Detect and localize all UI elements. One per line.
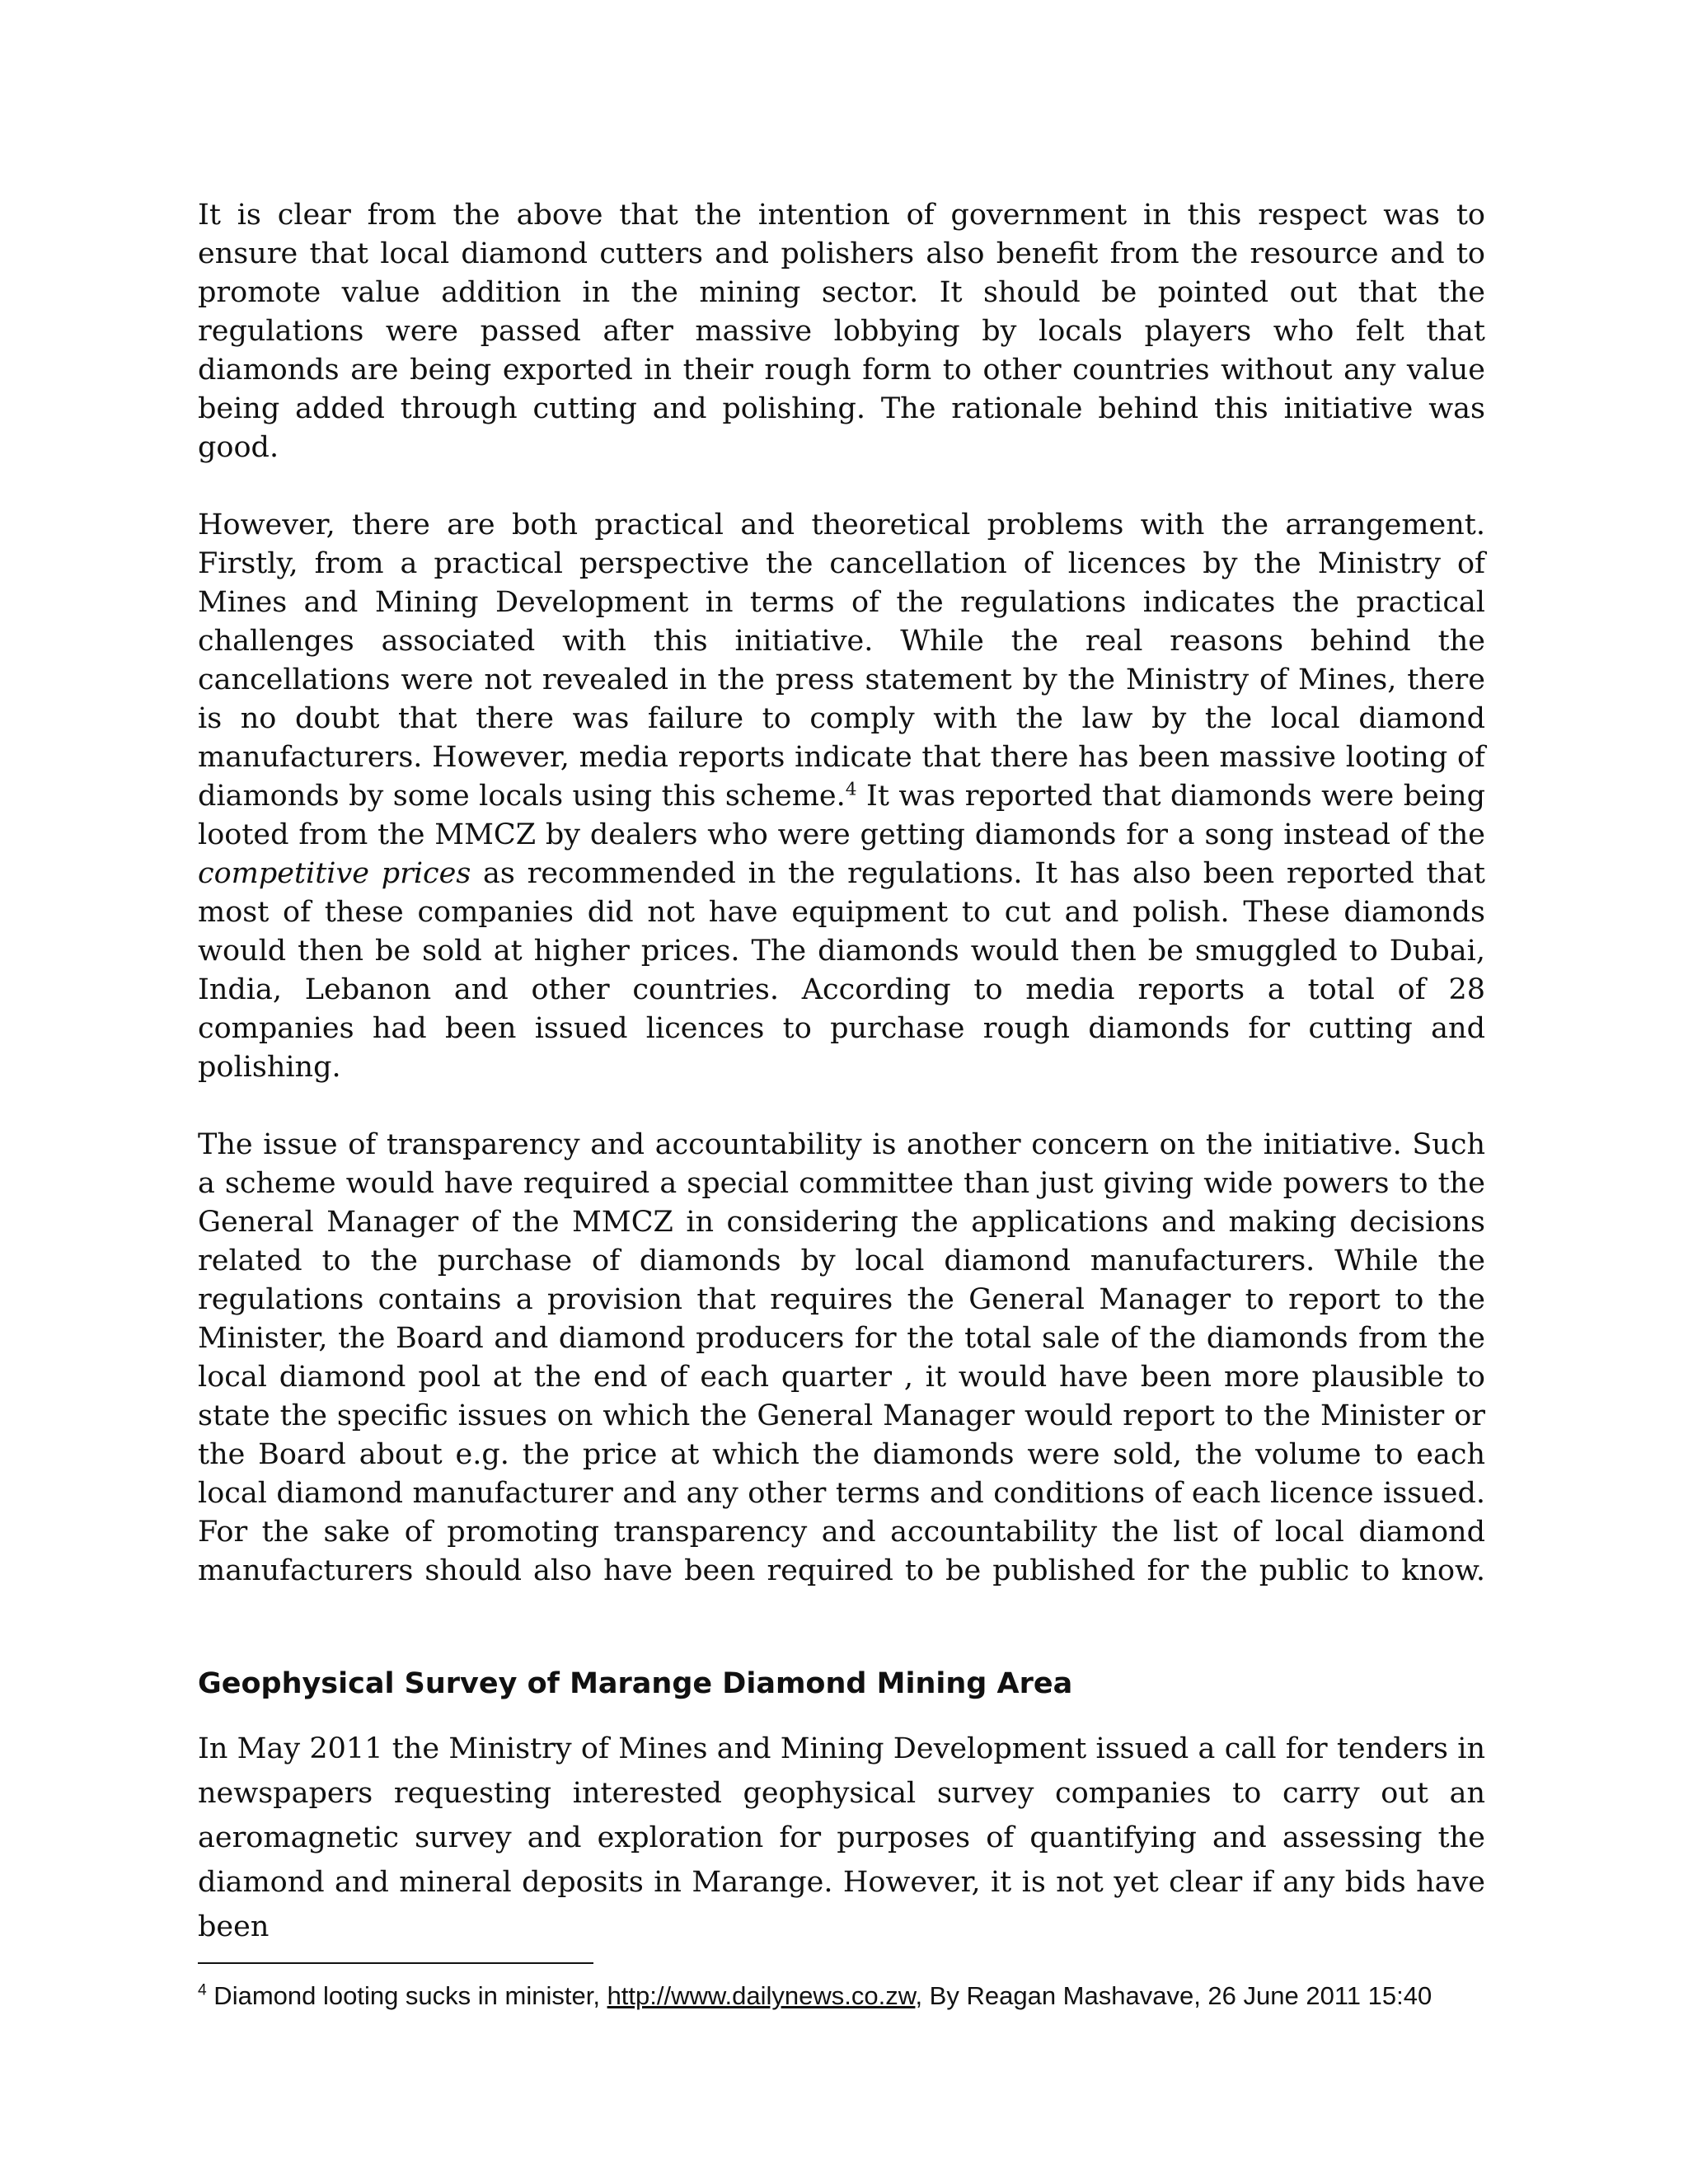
paragraph-practical-problems-part2: It was reported that diamonds were being looted from the MMCZ by dealers who were getting diamonds for a song instead of the xyxy=(198,780,1485,851)
footnote xyxy=(198,1979,1485,2013)
footnote-link[interactable]: http://www.dailynews.co.zw xyxy=(607,1981,916,2010)
footnote-text-after: , By Reagan Mashavave, 26 June 2011 15:40 xyxy=(915,1981,1432,2010)
paragraph-practical-problems-part1: However, there are both practical and theoretical problems with the arrangement. Firstly, from a practical perspective the cancellation of licences by the Ministry of Mines and Mining Development in terms of the regulations indicates the practical challenges associated with this initiative. While the real reasons behind the cancellations were not revealed in the press statement by the Ministry of Mines, there is no doubt that there was failure to comply with the law by the local diamond manufacturers. However, media reports indicate that there has been massive looting of diamonds by some locals using this scheme. xyxy=(198,509,1485,813)
paragraph-geophysical-survey: In May 2011 the Ministry of Mines and Mining Development issued a call for tenders in newspapers requesting interested geophysical survey companies to carry out an aeromagnetic survey and exploration for purposes of quantifying and assessing the diamond and mineral deposits in Marange. However, it is not yet clear if any bids have been xyxy=(198,1732,1485,1943)
footnote-text-before: Diamond looting sucks in minister, xyxy=(206,1981,607,2010)
document-page xyxy=(198,196,1485,2013)
paragraph-practical-problems xyxy=(198,506,1485,1087)
section-heading-geophysical-survey: Geophysical Survey of Marange Diamond Mining Area xyxy=(198,1667,1073,1700)
footnote-reference[interactable]: 4 xyxy=(845,779,857,800)
footnote-divider xyxy=(198,1962,593,1964)
footnote-number: 4 xyxy=(198,1981,207,1999)
paragraph-value-addition: It is clear from the above that the intention of government in this respect was to ensure that local diamond cutters and polishers also benefit from the resource and to promote value addition in the mining sector. It should be pointed out that the regulations were passed after massive lobbying by locals players who felt that diamonds are being exported in their rough form to other countries without any value being added through cutting and polishing. The rationale behind this initiative was good. xyxy=(198,199,1485,464)
paragraph-transparency: The issue of transparency and accountability is another concern on the initiative. Such a scheme would have required a special committee than just giving wide powers to the General Manager of the MMCZ in considering the applications and making decisions related to the purchase of diamonds by local diamond manufacturers. While the regulations contains a provision that requires the General Manager to report to the Minister, the Board and diamond producers for the total sale of the diamonds from the local diamond pool at the end of each quarter , it would have been more plausible to state the specific issues on which the General Manager would report to the Minister or the Board about e.g. the price at which the diamonds were sold, the volume to each local diamond manufacturer and any other terms and conditions of each licence issued. For the sake of promoting transparency and accountability the list of local diamond manufacturers should also have been required to be published for the public to know. xyxy=(198,1128,1485,1587)
italic-competitive-prices: competitive prices xyxy=(198,857,471,890)
paragraph-practical-problems-part3: as recommended in the regulations. It has also been reported that most of these companies did not have equipment to cut and polish. These diamonds would then be sold at higher prices. The diamonds would then be smuggled to Dubai, India, Lebanon and other countries. According to media reports a total of 28 companies had been issued licences to purchase rough diamonds for cutting and polishing. xyxy=(198,857,1486,1084)
